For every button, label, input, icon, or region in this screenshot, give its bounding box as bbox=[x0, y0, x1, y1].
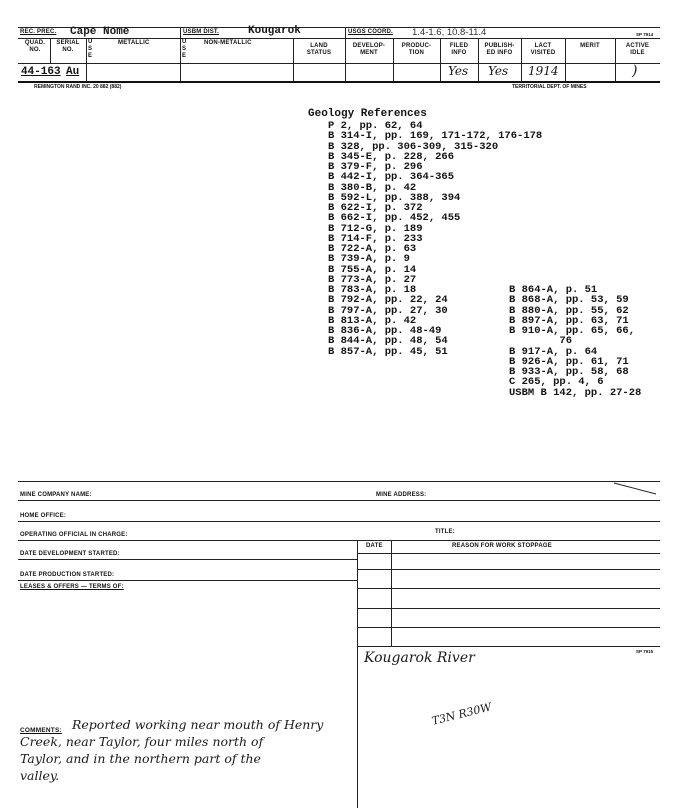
rule-home-office bbox=[18, 521, 660, 522]
last-visited-label-2: VISITED bbox=[530, 50, 556, 56]
comment-line: Taylor, and in the northern part of the bbox=[20, 751, 261, 766]
published-label-2: ED INFO bbox=[486, 50, 513, 56]
reference-entry: B 868-A, pp. 53, 59 bbox=[509, 294, 629, 307]
active-idle-label-2: IDLE bbox=[630, 50, 645, 56]
corner-flourish bbox=[612, 480, 658, 496]
comment-line: valley. bbox=[20, 768, 60, 783]
mine-address-label: MINE ADDRESS: bbox=[376, 492, 427, 498]
rule-stoppage-6 bbox=[357, 646, 660, 647]
rule-official bbox=[18, 540, 660, 541]
filed-label-1: FILED bbox=[449, 43, 469, 49]
reference-entry: B 442-I, pp. 364-365 bbox=[328, 171, 455, 184]
reference-entry: B 314-I, pp. 169, 171-172, 176-178 bbox=[328, 130, 543, 143]
s-label: S bbox=[88, 46, 93, 52]
usgs-coord-label: USGS COORD. bbox=[348, 29, 393, 35]
metallic-value: Au bbox=[66, 66, 80, 78]
divider-quad-serial bbox=[50, 38, 51, 63]
reference-entry: B 380-B, p. 42 bbox=[328, 181, 417, 194]
reference-entry: B 712-G, p. 189 bbox=[328, 222, 423, 235]
usbm-dist-value: Kougarok bbox=[248, 25, 301, 37]
production-label-1: PRODUC- bbox=[401, 43, 432, 49]
e-label-2: E bbox=[182, 53, 187, 59]
reference-entry: B 722-A, p. 63 bbox=[328, 243, 417, 255]
reference-entry: B 792-A, pp. 22, 24 bbox=[328, 294, 448, 307]
quad-value: 44-163 bbox=[21, 66, 61, 78]
leases-label: LEASES & OFFERS — TERMS OF: bbox=[20, 584, 124, 590]
quad-label-1: QUAD. bbox=[24, 40, 46, 46]
reference-entry: B 622-I, p. 372 bbox=[328, 202, 423, 214]
land-status-label-1: LAND bbox=[310, 43, 328, 49]
production-label-2: TION bbox=[408, 50, 425, 56]
divider-metallic bbox=[86, 38, 87, 81]
serial-label-2: NO. bbox=[62, 47, 74, 53]
reference-entry: B 844-A, pp. 48, 54 bbox=[328, 335, 448, 348]
reference-entry: B 783-A, p. 18 bbox=[328, 284, 417, 296]
reference-entry: B 917-A, p. 64 bbox=[509, 345, 598, 358]
rec-prec-label: REC. PREC. bbox=[20, 29, 57, 35]
printer-line: REMINGTON RAND INC. 20 882 (882) bbox=[34, 84, 122, 90]
reference-entry: B 755-A, p. 14 bbox=[328, 263, 417, 276]
published-label-1: PUBLISH- bbox=[484, 43, 515, 49]
rule-date-prod bbox=[18, 580, 357, 581]
rule-stoppage-4 bbox=[357, 608, 660, 609]
rule-mine bbox=[18, 500, 660, 501]
reference-entry: B 328, pp. 306-309, 315-320 bbox=[328, 140, 499, 153]
date-development-label: DATE DEVELOPMENT STARTED: bbox=[20, 551, 120, 557]
reference-entry: B 345-E, p. 228, 266 bbox=[328, 150, 455, 163]
develop-label-1: DEVELOP- bbox=[352, 43, 386, 49]
reference-entry: USBM B 142, pp. 27-28 bbox=[509, 386, 642, 399]
reference-entry: B 797-A, pp. 27, 30 bbox=[328, 304, 448, 317]
reference-entry: C 265, pp. 4, 6 bbox=[509, 376, 604, 389]
reference-entry: B 897-A, pp. 63, 71 bbox=[509, 314, 629, 327]
serial-label-1: SERIAL bbox=[56, 40, 80, 46]
header-bottom-rule bbox=[18, 81, 660, 83]
usgs-coord-value: 1.4-1.6, 10.8-11.4 bbox=[412, 27, 487, 38]
territorial-line: TERRITORIAL DEPT. OF MINES bbox=[512, 84, 587, 90]
reference-entry: B 714-F, p. 233 bbox=[328, 232, 423, 245]
land-status-label-2: STATUS bbox=[306, 50, 332, 56]
rule-stoppage-2 bbox=[357, 569, 660, 570]
quad-label-2: NO. bbox=[29, 47, 41, 53]
merit-label: MERIT bbox=[580, 43, 600, 49]
e-label: E bbox=[88, 53, 93, 59]
reference-entry: B 836-A, pp. 48-49 bbox=[328, 325, 442, 337]
filed-label-2: INFO bbox=[451, 50, 467, 56]
references-title: Geology References bbox=[308, 108, 427, 120]
s-label-2: S bbox=[182, 46, 187, 52]
reference-entry: B 773-A, p. 27 bbox=[328, 273, 417, 286]
reference-entry: B 880-A, pp. 55, 62 bbox=[509, 304, 629, 317]
reference-entry: B 910-A, pp. 65, 66, bbox=[509, 325, 636, 337]
reference-entry: B 933-A, pp. 58, 68 bbox=[509, 366, 629, 378]
published-value: Yes bbox=[488, 64, 509, 78]
active-idle-value: ) bbox=[632, 63, 638, 79]
rec-prec-value: Cape Nome bbox=[70, 26, 130, 38]
stoppage-label: REASON FOR WORK STOPPAGE bbox=[452, 543, 552, 549]
reference-entry: B 379-F, p. 296 bbox=[328, 161, 423, 173]
reference-entry: B 592-L, pp. 388, 394 bbox=[328, 191, 461, 204]
reference-entry: P 2, pp. 62, 64 bbox=[328, 120, 423, 132]
title-label: TITLE: bbox=[435, 529, 455, 535]
rule-stoppage-5 bbox=[357, 627, 660, 628]
divider-date-right bbox=[391, 540, 392, 646]
reference-entry: B 926-A, pp. 61, 71 bbox=[509, 355, 629, 368]
date-label: DATE bbox=[366, 543, 383, 549]
filed-value: Yes bbox=[448, 64, 469, 78]
rule-mine-top bbox=[18, 481, 660, 482]
comment-line: Creek, near Taylor, four miles north of bbox=[20, 734, 264, 749]
rule-date-dev bbox=[18, 559, 357, 560]
rule-stoppage-1 bbox=[357, 553, 660, 554]
last-visited-value: 1914 bbox=[528, 64, 559, 78]
reference-entry: B 857-A, pp. 45, 51 bbox=[328, 345, 448, 358]
comments-label: COMMENTS: bbox=[20, 727, 62, 734]
reference-entry: B 864-A, p. 51 bbox=[509, 284, 598, 296]
form-code-bottom: SP 7915 bbox=[636, 649, 654, 654]
comment-line: Reported working near mouth of Henry bbox=[72, 717, 324, 732]
township-handwritten: T3N R30W bbox=[430, 700, 493, 728]
header-rule-2 bbox=[18, 38, 660, 39]
references-right-column bbox=[509, 285, 641, 398]
u-label-2: U bbox=[182, 39, 187, 45]
active-idle-label-1: ACTIVE bbox=[625, 43, 650, 49]
reference-entry: B 813-A, p. 42 bbox=[328, 314, 417, 327]
comments-block bbox=[20, 716, 357, 784]
date-production-label: DATE PRODUCTION STARTED: bbox=[20, 572, 115, 578]
reference-entry: 76 bbox=[509, 335, 573, 348]
operating-official-label: OPERATING OFFICIAL IN CHARGE: bbox=[20, 532, 128, 538]
form-code-top: SP 7914 bbox=[636, 32, 654, 37]
develop-label-2: MENT bbox=[360, 50, 378, 56]
non-metallic-label: NON-METALLIC bbox=[204, 40, 252, 46]
metallic-label: METALLIC bbox=[118, 40, 150, 46]
u-label: U bbox=[88, 39, 93, 45]
home-office-label: HOME OFFICE: bbox=[20, 513, 67, 519]
reference-entry: B 739-A, p. 9 bbox=[328, 253, 410, 266]
location-handwritten: Kougarok River bbox=[364, 650, 475, 666]
rule-stoppage-3 bbox=[357, 588, 660, 589]
divider-usbm bbox=[180, 27, 181, 81]
reference-entry: B 662-I, pp. 452, 455 bbox=[328, 212, 461, 225]
usbm-dist-label: USBM DIST. bbox=[183, 29, 220, 35]
divider-date-left bbox=[357, 540, 358, 808]
mine-company-label: MINE COMPANY NAME: bbox=[20, 492, 92, 498]
header-rule-3 bbox=[18, 63, 660, 64]
last-visited-label-1: LACT bbox=[534, 43, 552, 49]
